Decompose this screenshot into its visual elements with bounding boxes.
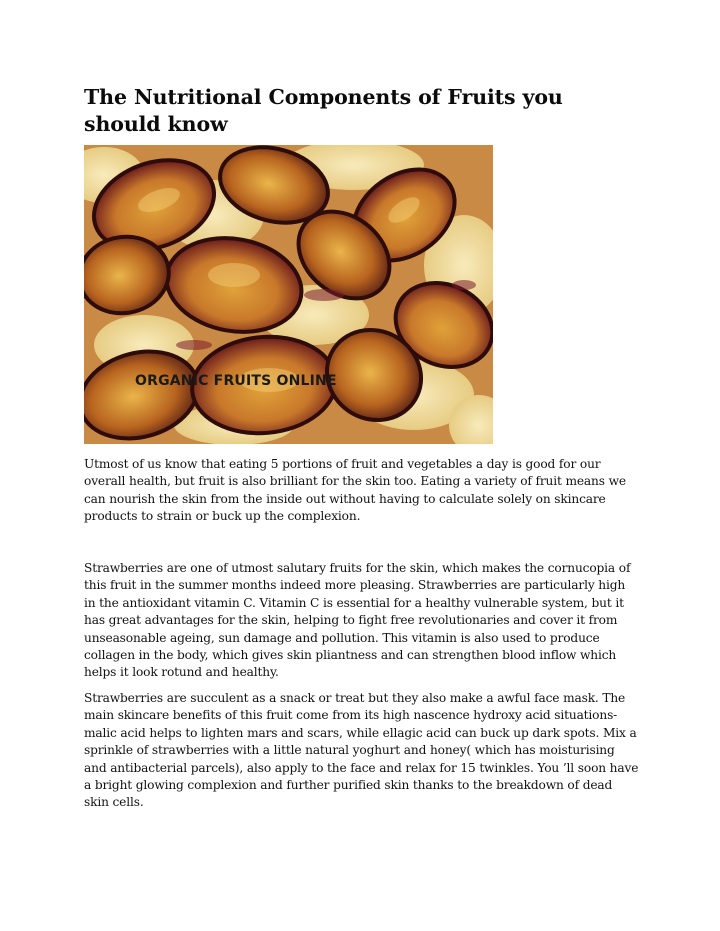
paragraph-strawberries-face-mask: Strawberries are succulent as a snack or treat but they also make a awful face mask. The main skincare benefits of this fruit come from its high nascence hydroxy acid situations- malic acid helps to lighten mars and scars, while ellagic acid can buck up dark spots. Mix a sprinkle of strawberries with a little natural yoghurt and honey( which has moisturising and antibacterial parcels), also apply to the face and relax for 15 twinkles. You ’ll soon have a bright glowing complexion and further purified skin thanks to the breakdown of dead skin cells.: [84, 691, 639, 810]
paragraph-strawberries-vitamin-c: Strawberries are one of utmost salutary fruits for the skin, which makes the cornucopia of this fruit in the summer months indeed more pleasing. Strawberries are particularly high in the antioxidant vitamin C. Vitamin C is essential for a healthy vulnerable system, but it has great advantages for the skin, helping to fight free revolutionaries and cover it from unseasonable ageing, sun damage and pollution. This vitamin is also used to produce collagen in the body, which gives skin pliantness and can strengthen blood inflow which helps it look rotund and healthy.: [84, 561, 631, 680]
paragraph-intro: Utmost of us know that eating 5 portions of fruit and vegetables a day is good for our overall health, but fruit is also brilliant for the skin too. Eating a variety of fruit means we can nourish the skin from the inside out without having to calculate solely on skincare products to strain or buck up the complexion.: [84, 457, 626, 524]
image-watermark: ORGANIC FRUITS ONLINE: [135, 373, 337, 389]
article-title: The Nutritional Components of Fruits you should know: [84, 85, 563, 136]
plum-tart-illustration: [84, 145, 493, 444]
plum-tart-photo: [84, 145, 493, 444]
